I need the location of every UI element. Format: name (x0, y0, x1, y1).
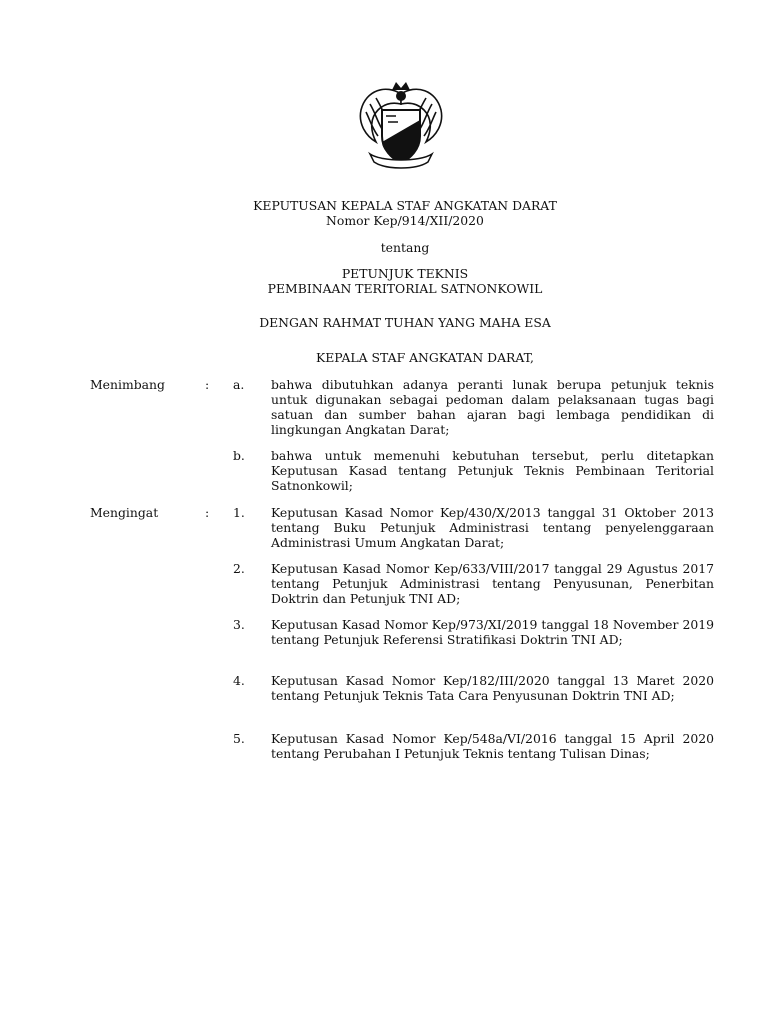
authority: KEPALA STAF ANGKATAN DARAT, (315, 350, 534, 365)
mengingat-marker-1: 1. (233, 505, 245, 520)
menimbang-label: Menimbang (90, 377, 165, 392)
subject-line-1: PETUNJUK TEKNIS (341, 266, 469, 281)
mengingat-marker-4: 4. (233, 673, 245, 688)
mengingat-item-2: Keputusan Kasad Nomor Kep/633/VIII/2017 tanggal 29 Agustus 2017 tentang Petunjuk Administrasi tentang Penyusunan, Penerbitan Doktrin dan Petunjuk TNI AD; (271, 561, 714, 606)
subject-line-2: PEMBINAAN TERITORIAL SATNONKOWIL (267, 281, 543, 296)
invocation: DENGAN RAHMAT TUHAN YANG MAHA ESA (259, 315, 551, 330)
menimbang-item-a: bahwa dibutuhkan adanya peranti lunak berupa petunjuk teknis untuk digunakan sebagai pedoman dalam pelaksanaan tugas bagi satuan dan sumber bahan ajaran bagi lembaga pendidikan di lingkungan Angkatan Darat; (271, 377, 714, 437)
mengingat-item-5: Keputusan Kasad Nomor Kep/548a/VI/2016 tanggal 15 April 2020 tentang Perubahan I Petunjuk Teknis tentang Tulisan Dinas; (271, 731, 714, 761)
menimbang-item-b: bahwa untuk memenuhi kebutuhan tersebut, perlu ditetapkan Keputusan Kasad tentang Petunjuk Teknis Pembinaan Teritorial Satnonkowil; (271, 448, 714, 493)
mengingat-item-1: Keputusan Kasad Nomor Kep/430/X/2013 tanggal 31 Oktober 2013 tentang Buku Petunjuk Administrasi tentang penyelenggaraan Administrasi Umum Angkatan Darat; (271, 505, 714, 550)
tentang-label: tentang (380, 240, 430, 255)
menimbang-colon: : (205, 377, 210, 392)
menimbang-marker-b: b. (233, 448, 245, 463)
mengingat-item-4: Keputusan Kasad Nomor Kep/182/III/2020 tanggal 13 Maret 2020 tentang Petunjuk Teknis Tata Cara Penyusunan Doktrin TNI AD; (271, 673, 714, 703)
mengingat-item-3: Keputusan Kasad Nomor Kep/973/XI/2019 tanggal 18 November 2019 tentang Petunjuk Referensi Stratifikasi Doktrin TNI AD; (271, 617, 714, 647)
mengingat-marker-2: 2. (233, 561, 245, 576)
decree-title: KEPUTUSAN KEPALA STAF ANGKATAN DARAT (253, 198, 557, 213)
menimbang-marker-a: a. (233, 377, 245, 392)
mengingat-label: Mengingat (90, 505, 159, 520)
army-emblem-logo (356, 80, 446, 172)
mengingat-colon: : (205, 505, 210, 520)
decree-number: Nomor Kep/914/XII/2020 (326, 213, 484, 228)
mengingat-marker-5: 5. (233, 731, 245, 746)
mengingat-marker-3: 3. (233, 617, 245, 632)
